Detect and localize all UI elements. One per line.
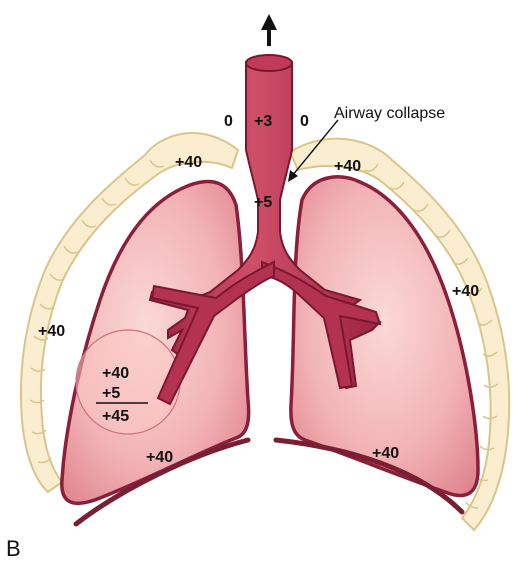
pressure-pleural-upper-right: +40 (334, 158, 362, 175)
pressure-upper-airway: +3 (254, 113, 273, 130)
trachea-opening (246, 55, 292, 71)
pressure-pleural-left: +40 (38, 323, 66, 340)
pressure-pleural-bottom-right: +40 (372, 445, 400, 462)
pressure-mouth-right: 0 (300, 113, 309, 130)
pressure-lower-airway: +5 (254, 194, 273, 211)
alveolus-recoil-pressure: +5 (102, 385, 121, 402)
pressure-pleural-right: +40 (452, 283, 480, 300)
airway-collapse-label: Airway collapse (334, 105, 446, 122)
alveolus-pleural-pressure: +40 (102, 365, 130, 382)
airflow-out-arrow-icon (261, 14, 277, 46)
alveolus-total-pressure: +45 (102, 408, 130, 425)
pressure-pleural-upper-left: +40 (175, 154, 203, 171)
pressure-pleural-bottom-left: +40 (146, 449, 174, 466)
pressure-mouth-left: 0 (224, 113, 233, 130)
panel-letter: B (6, 536, 21, 561)
